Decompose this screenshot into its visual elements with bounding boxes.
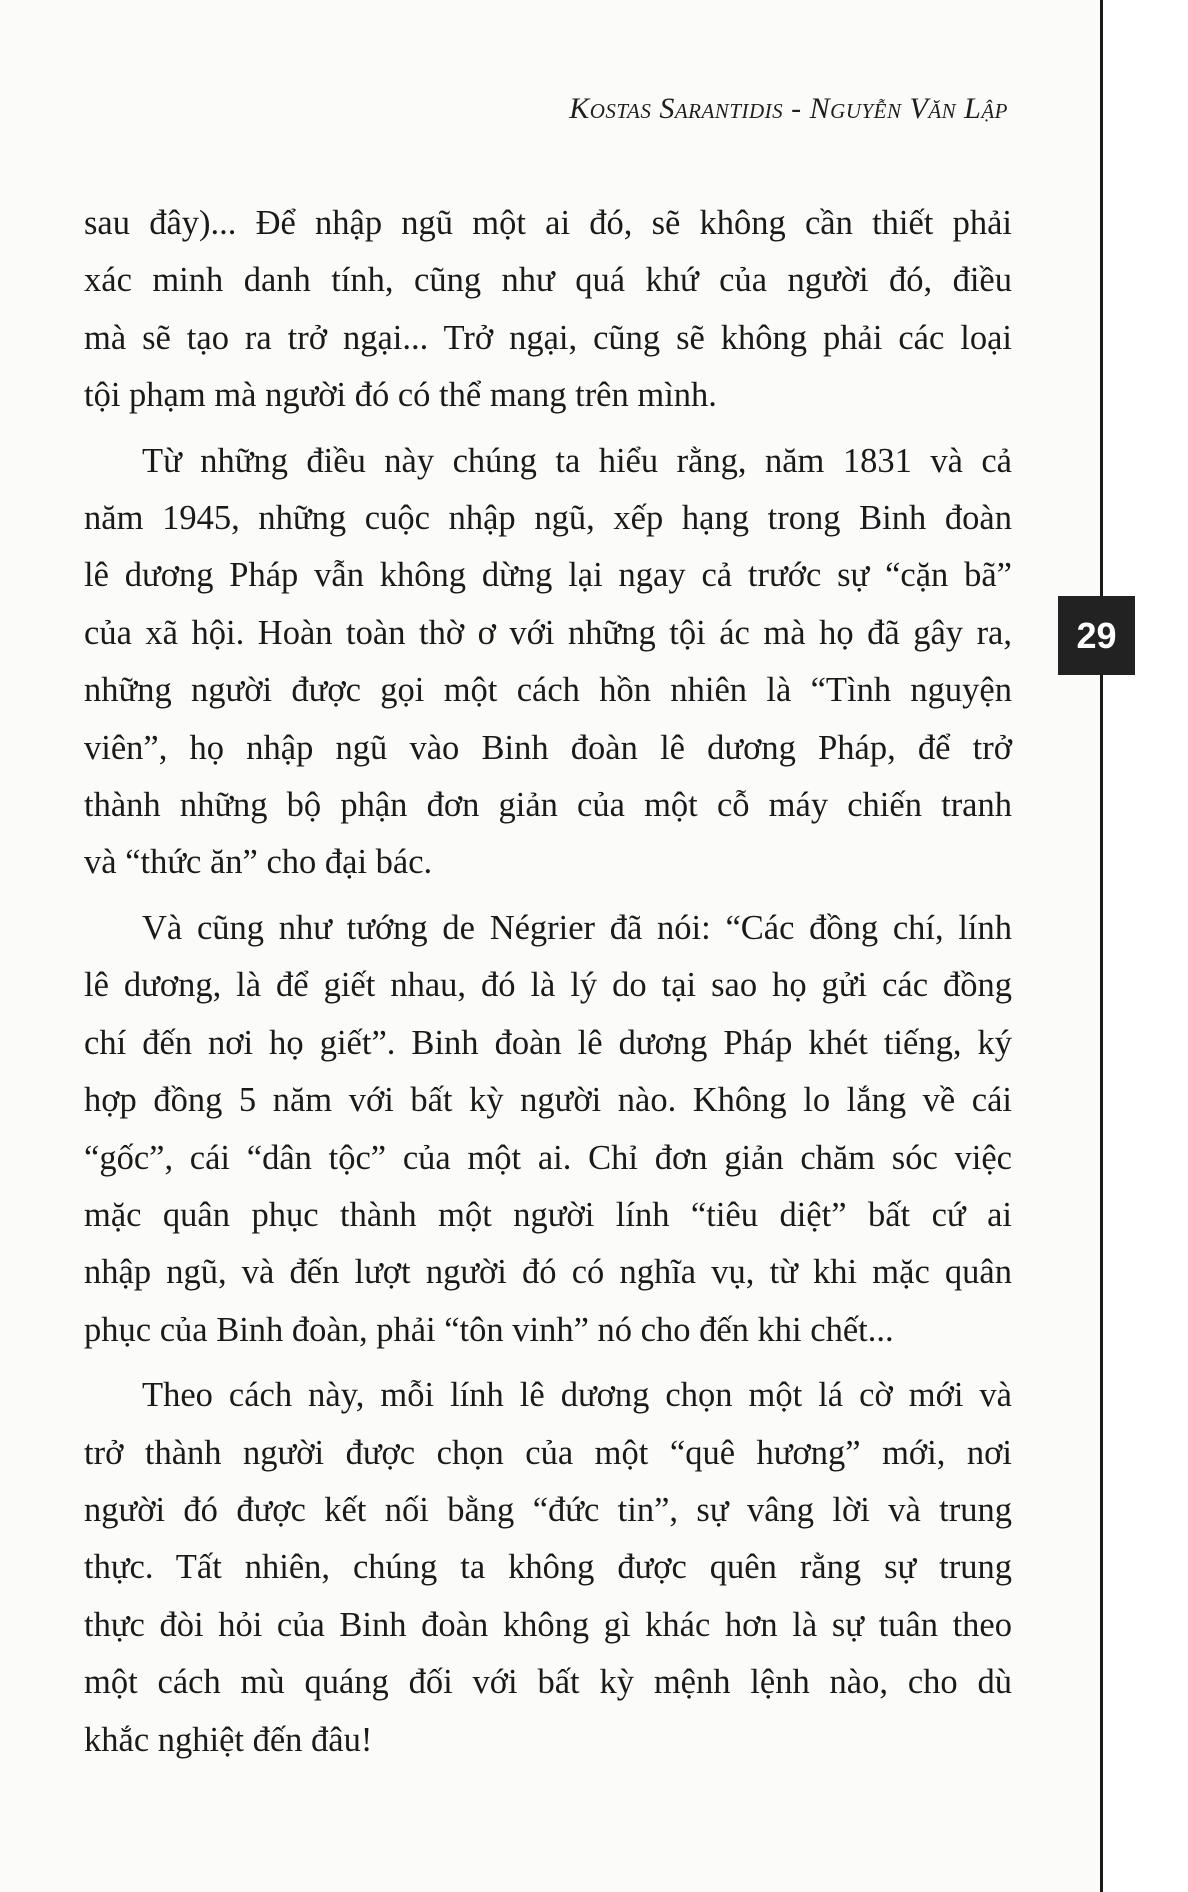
text-line: tội phạm mà người đó có thể mang trên mình.	[84, 376, 717, 415]
text-line: lê dương Pháp vẫn không dừng lại ngay cả trước sự “cặn bã”	[84, 556, 1012, 595]
paragraph	[84, 900, 1012, 1359]
text-line: chí đến nơi họ giết”. Binh đoàn lê dương Pháp khét tiếng, ký	[84, 1023, 1012, 1062]
text-line: khắc nghiệt đến đâu!	[84, 1720, 373, 1759]
text-line: thực. Tất nhiên, chúng ta không được quên rằng sự trung	[84, 1548, 1012, 1587]
text-line: viên”, họ nhập ngũ vào Binh đoàn lê dương Pháp, để trở	[84, 728, 1012, 767]
outer-margin	[1103, 0, 1188, 1892]
text-line: nhập ngũ, và đến lượt người đó có nghĩa vụ, từ khi mặc quân	[84, 1253, 1012, 1292]
text-line: của xã hội. Hoàn toàn thờ ơ với những tội ác mà họ đã gây ra,	[84, 613, 1012, 652]
text-line: Từ những điều này chúng ta hiểu rằng, năm 1831 và cả	[142, 441, 1012, 480]
running-header: Kostas Sarantidis - Nguyễn Văn Lập	[569, 92, 1008, 125]
text-line: sau đây)... Để nhập ngũ một ai đó, sẽ không cần thiết phải	[84, 204, 1012, 242]
text-line: trở thành người được chọn của một “quê hương” mới, nơi	[84, 1433, 1012, 1472]
text-line: Và cũng như tướng de Négrier đã nói: “Các đồng chí, lính	[142, 908, 1012, 947]
paragraph	[84, 195, 1012, 425]
text-line: những người được gọi một cách hồn nhiên là “Tình nguyện	[84, 671, 1012, 710]
text-line: mà sẽ tạo ra trở ngại... Trở ngại, cũng sẽ không phải các loại	[84, 318, 1012, 357]
text-line: “gốc”, cái “dân tộc” của một ai. Chỉ đơn giản chăm sóc việc	[84, 1138, 1012, 1177]
text-line: người đó được kết nối bằng “đức tin”, sự vâng lời và trung	[84, 1490, 1012, 1529]
text-line: Theo cách này, mỗi lính lê dương chọn một lá cờ mới và	[142, 1376, 1012, 1415]
text-line: mặc quân phục thành một người lính “tiêu diệt” bất cứ ai	[84, 1195, 1012, 1234]
page-number: 29	[1076, 614, 1117, 656]
text-line: lê dương, là để giết nhau, đó là lý do tại sao họ gửi các đồng	[84, 966, 1012, 1005]
paragraph	[84, 1367, 1012, 1769]
text-line: phục của Binh đoàn, phải “tôn vinh” nó cho đến khi chết...	[84, 1310, 894, 1349]
text-line: thành những bộ phận đơn giản của một cỗ máy chiến tranh	[84, 786, 1012, 825]
text-line: năm 1945, những cuộc nhập ngũ, xếp hạng trong Binh đoàn	[84, 499, 1012, 538]
page-number-tab	[1058, 596, 1135, 675]
text-line: và “thức ăn” cho đại bác.	[84, 843, 433, 882]
text-line: hợp đồng 5 năm với bất kỳ người nào. Không lo lắng về cái	[84, 1081, 1012, 1120]
body-text	[84, 195, 1012, 1777]
text-line: xác minh danh tính, cũng như quá khứ của người đó, điều	[84, 261, 1012, 300]
text-line: một cách mù quáng đối với bất kỳ mệnh lệnh nào, cho dù	[84, 1663, 1012, 1702]
text-line: thực đòi hỏi của Binh đoàn không gì khác hơn là sự tuân theo	[84, 1605, 1012, 1644]
paragraph	[84, 433, 1012, 892]
